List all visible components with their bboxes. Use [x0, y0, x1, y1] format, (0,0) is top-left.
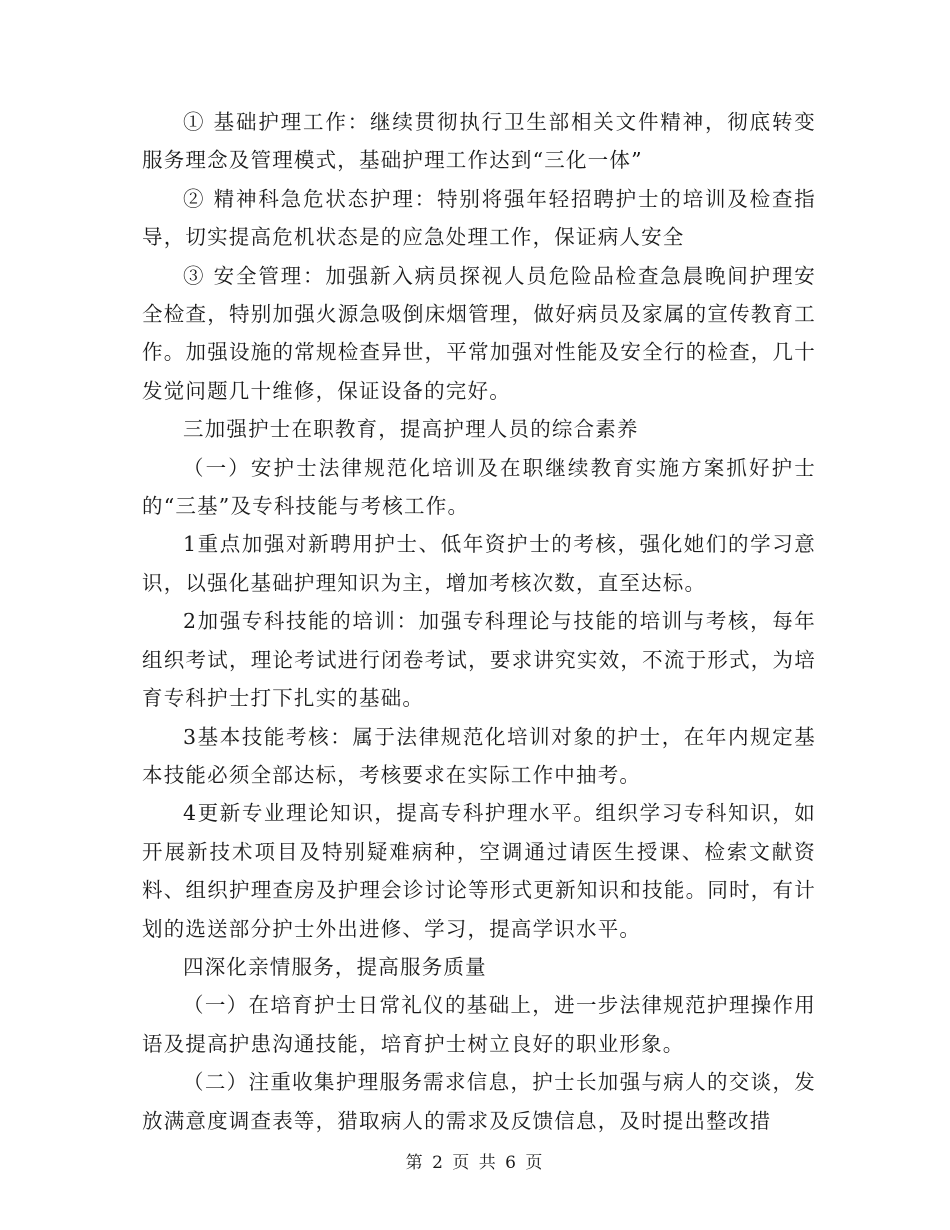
paragraph-item-1: 1重点加强对新聘用护士、低年资护士的考核，强化她们的学习意识，以强化基础护理知识为主，增加考核次数，直至达标。 [142, 532, 816, 595]
page-number-footer: 第 2 页 共 6 页 [405, 1153, 545, 1173]
paragraph-feedback: （二）注重收集护理服务需求信息，护士长加强与病人的交谈，发放满意度调查表等，猎取病人的需求及反馈信息，及时提出整改措 [142, 1070, 816, 1133]
document-body [142, 103, 816, 1140]
section-heading-3: 三加强护士在职教育，提高护理人员的综合素养 [183, 417, 639, 442]
paragraph-training-plan: （一）安护士法律规范化培训及在职继续教育实施方案抓好护士的“三基”及专科技能与考核工作。 [142, 455, 816, 519]
paragraph-item-3: 3基本技能考核：属于法律规范化培训对象的护士，在年内规定基本技能必须全部达标，考核要求在实际工作中抽考。 [142, 724, 816, 787]
paragraph-psychiatric-emergency: ② 精神科急危状态护理：特别将强年轻招聘护士的培训及检查指导，切实提高危机状态是的应急处理工作，保证病人安全 [142, 186, 816, 250]
paragraph-basic-nursing: ① 基础护理工作：继续贯彻执行卫生部相关文件精神，彻底转变服务理念及管理模式，基础护理工作达到“三化一体” [142, 110, 816, 173]
paragraph-item-2: 2加强专科技能的培训：加强专科理论与技能的培训与考核，每年组织考试，理论考试进行闭卷考试，要求讲究实效，不流于形式，为培育专科护士打下扎实的基础。 [142, 609, 816, 711]
paragraph-item-4: 4更新专业理论知识，提高专科护理水平。组织学习专科知识，如开展新技术项目及特别疑难病种，空调通过请医生授课、检索文献资料、组织护理查房及护理会诊讨论等形式更新知识和技能。同时，有计划的选送部分护士外出进修、学习，提高学识水平。 [142, 801, 816, 941]
paragraph-safety-management: ③ 安全管理：加强新入病员探视人员危险品检查急晨晚间护理安全检查，特别加强火源急吸倒床烟管理，做好病员及家属的宣传教育工作。加强设施的常规检查异世，平常加强对性能及安全行的检查，几十发觉问题几十维修，保证设备的完好。 [142, 263, 816, 403]
section-heading-4: 四深化亲情服务，提高服务质量 [183, 954, 487, 979]
paragraph-etiquette: （一）在培育护士日常礼仪的基础上，进一步法律规范护理操作用语及提高护患沟通技能，培育护士树立良好的职业形象。 [142, 993, 816, 1056]
